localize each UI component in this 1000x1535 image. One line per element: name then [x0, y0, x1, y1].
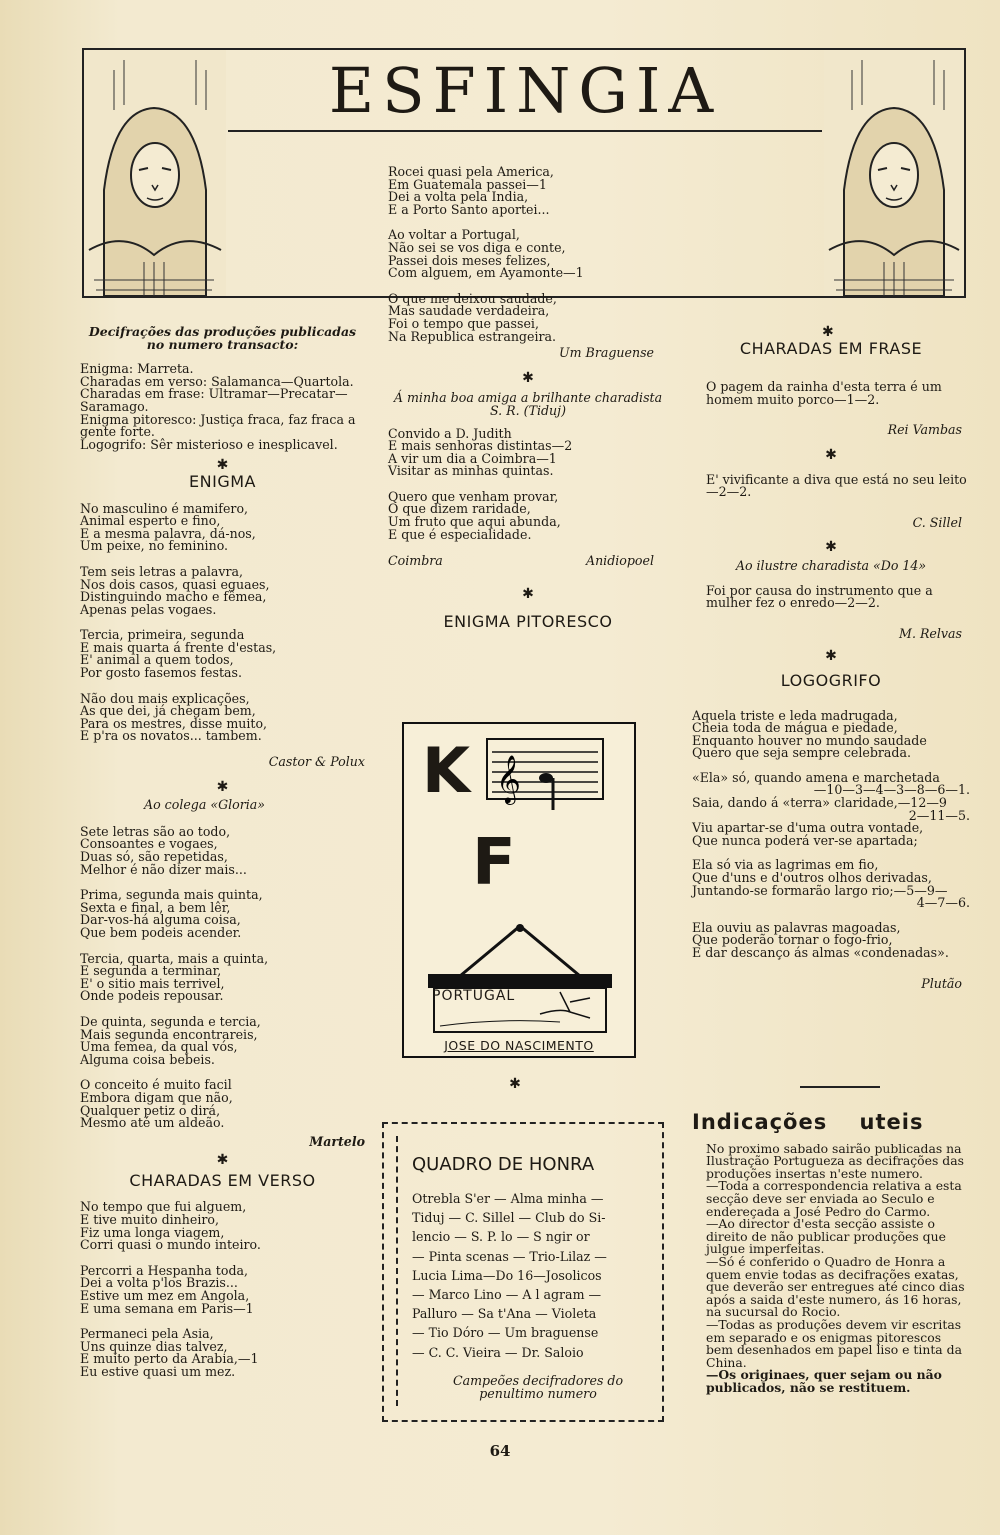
verse-line: Mas saudade verdadeira,	[388, 303, 550, 319]
picture-letter-f: F	[472, 826, 516, 900]
verse-line: Melhor é não dizer mais...	[80, 861, 247, 877]
uteis-paragraph: —Toda a correspondencia relativa a esta secção deve ser enviada ao Seculo e endereçada a José Pedro do Carmo.	[706, 1178, 962, 1219]
enigma-heading: ENIGMA	[189, 471, 256, 491]
enigma-stanza	[80, 500, 365, 554]
verse-line: Foi o tempo que passei,	[388, 315, 539, 331]
verse-line: Rocei quasi pela America,	[388, 164, 554, 179]
decifracoes-title: Decifrações das produções publicadas no numero transacto:	[88, 324, 357, 352]
verse-line: Alguma coisa bebeis.	[80, 1051, 215, 1067]
verse-line: Que poderão tornar o fogo-frio,	[692, 932, 893, 948]
verse-line: E p'ra os novatos... tambem.	[80, 728, 262, 744]
sphinx-left-illustration	[84, 50, 226, 296]
honra-line: lencio — S. P. lo — S ngir or	[412, 1229, 590, 1245]
logogrifo-stanza	[692, 707, 970, 761]
asterisk-divider: ✱	[216, 778, 229, 795]
verse-line: Sexta e final, a bem lêr,	[80, 899, 231, 915]
cverso-stanza	[80, 1201, 365, 1251]
logogrifo-signature: Plutão	[921, 975, 962, 991]
verse-line: Permaneci pela Asia,	[80, 1326, 214, 1342]
decifracao-line: Enigma: Marreta.	[80, 361, 194, 377]
signature-name: Anidiopoel	[585, 553, 654, 569]
verse-line: —10—3—4—3—8—6—1.	[813, 782, 970, 798]
honra-line: Palluro — Sa t'Ana — Violeta	[412, 1306, 597, 1322]
verse-line: Ela ouviu as palavras magoadas,	[692, 919, 901, 935]
decifracao-line: Charadas em verso: Salamanca—Quartola.	[80, 373, 354, 389]
honra-line: Otrebla S'er — Alma minha —	[412, 1191, 604, 1206]
signature: Um Braguense	[559, 345, 654, 361]
gloria-stanza	[80, 950, 365, 1004]
verse-line: Animal esperto e fino,	[80, 513, 221, 529]
verse-line: Convido a D. Judith	[388, 425, 512, 441]
verse-line: Dar-vos-há alguma coisa,	[80, 912, 241, 928]
signature-row	[388, 555, 668, 568]
verse-line: Tem seis letras a palavra,	[80, 563, 244, 579]
music-staff-icon	[486, 738, 604, 812]
picture-letter-k: K	[422, 734, 471, 807]
gloria-signature: Martelo	[309, 1133, 365, 1149]
masthead-title: ESFINGIA	[328, 54, 722, 127]
honra-line: — C. C. Vieira — Dr. Saloio	[412, 1344, 584, 1360]
signboard-illustration	[420, 922, 620, 1034]
logogrifo-stanza	[692, 859, 970, 909]
verse-line: O que dizem raridade,	[388, 501, 531, 517]
verse-line: E muito perto da Arabia,—1	[80, 1351, 259, 1367]
uteis-paragraph: —Os originaes, quer sejam ou não publicados, não se restituem.	[706, 1367, 942, 1395]
verse-line: Corri quasi o mundo inteiro.	[80, 1237, 261, 1253]
divider-rule	[800, 1086, 880, 1088]
verse-line: Em Guatemala passei—1	[388, 176, 547, 192]
asterisk-divider: ✱	[522, 369, 534, 386]
asterisk-divider: ✱	[509, 1076, 521, 1092]
honra-line: — Pinta scenas — Trio-Lilaz —	[412, 1248, 607, 1264]
asterisk-divider: ✱	[822, 324, 834, 340]
verse-line: Mais segunda encontrareis,	[80, 1026, 258, 1042]
verse-line: Percorri a Hespanha toda,	[80, 1262, 249, 1278]
verse-line: Apenas pelas vogaes.	[80, 601, 217, 617]
verse-line: Quero que venham provar,	[388, 488, 559, 504]
verse-line: 4—7—6.	[916, 895, 970, 911]
verse-line: Prima, segunda mais quinta,	[80, 887, 263, 903]
verse-line: «Ela» só, quando amena e marchetada	[692, 769, 940, 785]
verse-line: E dar descanço ás almas «condenadas».	[692, 945, 949, 960]
charadas-verso-heading: CHARADAS EM VERSO	[129, 1170, 316, 1190]
verse-line: 2—11—5.	[908, 807, 970, 823]
verse-line: Cheia toda de mágua e piedade,	[692, 720, 898, 736]
sphinx-right-illustration	[824, 50, 964, 296]
verse-line: No tempo que fui alguem,	[80, 1199, 247, 1215]
verse-line: De quinta, segunda e tercia,	[80, 1013, 261, 1029]
cverso-stanza	[80, 1262, 365, 1316]
dedication: Ao ilustre charadista «Do 14»	[735, 557, 927, 573]
honra-footer: Campeões decifradores do penultimo numero	[452, 1372, 624, 1401]
gloria-dedication: Ao colega «Gloria»	[144, 797, 266, 813]
asterisk-divider: ✱	[825, 446, 837, 463]
gloria-stanza	[80, 1013, 365, 1067]
verse-line: Um fruto que aqui abunda,	[388, 514, 561, 530]
verse-line: Uma femea, da qual vós,	[80, 1039, 238, 1055]
cverso-continued-stanza	[388, 290, 668, 344]
cverso-stanza	[388, 425, 668, 479]
quadro-de-honra-heading: QUADRO DE HONRA	[412, 1154, 595, 1175]
column-right	[692, 326, 970, 990]
charadas-frase-heading: CHARADAS EM FRASE	[739, 338, 923, 358]
verse-line: A vir um dia a Coimbra—1	[388, 450, 557, 466]
verse-line: Para os mestres, disse muito,	[80, 715, 268, 731]
decifracoes-list	[80, 363, 365, 451]
verse-line: Estive um mez em Angola,	[80, 1288, 250, 1304]
verse-line: E a mesma palavra, dá-nos,	[80, 525, 256, 541]
verse-line: Com alguem, em Ayamonte—1	[388, 265, 584, 281]
asterisk-divider: ✱	[216, 457, 229, 474]
cverso-stanza	[388, 488, 668, 542]
honra-line: Tiduj — C. Sillel — Club do Si-	[412, 1210, 606, 1226]
picture-caption: JOSE DO NASCIMENTO	[444, 1038, 594, 1053]
honra-list	[412, 1189, 664, 1362]
cverso-continued-stanza	[388, 229, 668, 279]
verse-line: Viu apartar-se d'uma outra vontade,	[692, 820, 924, 836]
svg-text:𝄞: 𝄞	[496, 754, 521, 803]
verse-line: Nos dois casos, quasi eguaes,	[80, 576, 270, 592]
uteis-paragraph: —Todas as produções devem vir escritas em separado e os enigmas pitorescos bem desenhados em papel liso e tinta da China.	[706, 1316, 962, 1370]
gloria-stanza	[80, 823, 365, 877]
signature: M. Relvas	[899, 625, 962, 641]
gloria-stanza	[80, 889, 365, 939]
verse-line: Distinguindo macho e fêmea,	[80, 589, 267, 605]
verse-line: E' o sitio mais terrivel,	[80, 975, 225, 991]
verse-line: Não dou mais explicações,	[80, 690, 250, 706]
quadro-de-honra-content	[396, 1136, 664, 1406]
honra-line: — Marco Lino — A l agram —	[412, 1287, 602, 1303]
verse-line: Por gosto fasemos festas.	[80, 665, 243, 681]
logogrifo-stanza	[692, 769, 970, 848]
charada-frase-text: Foi por causa do instrumento que a mulher fez o enredo—2—2.	[706, 582, 933, 611]
verse-line: E mais quarta á frente d'estas,	[80, 639, 277, 655]
logogrifo-heading: LOGOGRIFO	[780, 670, 882, 690]
verse-line: Ao voltar a Portugal,	[388, 227, 520, 243]
signboard-text: PORTUGAL	[432, 988, 516, 1004]
verse-line: Mesmo até um aldeão.	[80, 1115, 225, 1131]
verse-line: Juntando-se formarão largo rio;—5—9—	[692, 882, 948, 898]
cverso-continued-stanza	[388, 166, 668, 216]
verse-line: Um peixe, no feminino.	[80, 538, 229, 554]
verse-line: Aquela triste e leda madrugada,	[692, 707, 898, 723]
asterisk-divider: ✱	[216, 1152, 229, 1169]
verse-line: Tercia, quarta, mais a quinta,	[80, 950, 269, 966]
uteis-paragraph: —Só é conferido o Quadro de Honra a quem envie todas as decifrações exatas, que deverão ser entregues até cinco dias após a saida d'este numero, ás 16 horas, na sucursal do Rocio.	[706, 1253, 965, 1320]
verse-line: Fiz uma longa viagem,	[80, 1224, 225, 1240]
verse-line: E segunda a terminar,	[80, 963, 222, 979]
verse-line: Qualquer petiz o dirá,	[80, 1102, 221, 1118]
verse-line: No masculino é mamifero,	[80, 500, 249, 516]
verse-line: As que dei, já chegam bem,	[80, 703, 256, 719]
decifracao-line: Charadas em frase: Ultramar—Precatar—Saramago.	[80, 386, 348, 414]
verse-line: Consoantes e vogaes,	[80, 836, 218, 852]
verse-line: Enquanto houver no mundo saudade	[692, 732, 927, 748]
enigma-pitoresco-frame	[402, 722, 636, 1058]
enigma-signature: Castor & Polux	[268, 754, 365, 770]
verse-line: O conceito é muito facil	[80, 1077, 232, 1093]
enigma-stanza	[80, 629, 365, 679]
dedication: Á minha boa amiga a brilhante charadista S. R. (Tiduj)	[393, 390, 663, 418]
gloria-stanza	[80, 1079, 365, 1129]
verse-line: Visitar as minhas quintas.	[388, 463, 554, 479]
verse-line: E a Porto Santo aportei...	[388, 201, 550, 217]
verse-line: Ela só via as lagrimas em fio,	[692, 857, 879, 873]
verse-line: E uma semana em Paris—1	[80, 1300, 254, 1316]
uteis-paragraph: —Ao director d'esta secção assiste o direito de não publicar produções que julgue imperfeitas.	[706, 1216, 946, 1257]
signature-place: Coimbra	[388, 553, 443, 569]
verse-line: Quero que seja sempre celebrada.	[692, 745, 912, 761]
verse-line: Embora digam que não,	[80, 1089, 233, 1105]
indicacoes-uteis-heading: Indicações uteis	[692, 1110, 924, 1134]
verse-line: Saia, dando á «terra» claridade,—12—9	[692, 795, 947, 811]
verse-line: Na Republica estrangeira.	[388, 328, 557, 344]
enigma-pitoresco-heading: ENIGMA PITORESCO	[443, 612, 613, 632]
verse-line: E tive muito dinheiro,	[80, 1212, 219, 1228]
verse-line: Que nunca poderá ver-se apartada;	[692, 832, 918, 848]
honra-line: — Tio Dóro — Um braguense	[412, 1325, 599, 1341]
signature: C. Sillel	[912, 514, 962, 530]
verse-line: Duas só, são repetidas,	[80, 849, 228, 864]
signature: Rei Vambas	[887, 422, 962, 438]
asterisk-divider: ✱	[522, 585, 534, 602]
verse-line: E' animal a quem todos,	[80, 652, 234, 668]
verse-line: Passei dois meses felizes,	[388, 252, 551, 268]
cverso-stanza	[80, 1328, 365, 1378]
asterisk-divider: ✱	[825, 539, 837, 556]
charada-frase-text: E' vivificante a diva que está no seu leito—2—2.	[706, 471, 967, 500]
verse-line: Não sei se vos diga e conte,	[388, 239, 566, 255]
decifracao-line: Logogrifo: Sêr misterioso e inesplicavel.	[80, 436, 338, 452]
enigma-stanza	[80, 690, 365, 744]
honra-line: Lucia Lima—Do 16—Josolicos	[412, 1267, 602, 1283]
verse-line: Uns quinze dias talvez,	[80, 1338, 228, 1354]
charada-frase-text: O pagem da rainha d'esta terra é um homem muito porco—1—2.	[706, 379, 942, 407]
verse-line: Que bem podeis acender.	[80, 924, 242, 940]
logogrifo-stanza	[692, 919, 970, 960]
verse-line: O que me deixou saudade,	[388, 290, 557, 306]
indicacoes-uteis-section	[692, 1110, 970, 1395]
asterisk-divider: ✱	[825, 648, 837, 665]
verse-line: Dei a volta p'los Brazis...	[80, 1275, 238, 1291]
verse-line: Sete letras são ao todo,	[80, 823, 231, 839]
column-middle	[388, 164, 668, 632]
verse-line: Dei a volta pela India,	[388, 189, 529, 205]
verse-line: Tercia, primeira, segunda	[80, 627, 245, 643]
verse-line: E mais senhoras distintas—2	[388, 438, 573, 454]
verse-line: Que d'uns e d'outros olhos derivadas,	[692, 870, 932, 886]
uteis-paragraph: No proximo sabado sairão publicadas na Ilustração Portugueza as decifrações das produções insertas n'este numero.	[706, 1140, 964, 1181]
decifracao-line: Enigma pitoresco: Justiça fraca, faz fraca a gente forte.	[80, 411, 356, 440]
page-number: 64	[489, 1442, 511, 1460]
enigma-stanza	[80, 563, 365, 617]
column-left	[80, 326, 365, 1392]
verse-line: Onde podeis repousar.	[80, 988, 224, 1004]
verse-line: Eu estive quasi um mez.	[80, 1364, 236, 1379]
verse-line: E que é especialidade.	[388, 526, 532, 542]
